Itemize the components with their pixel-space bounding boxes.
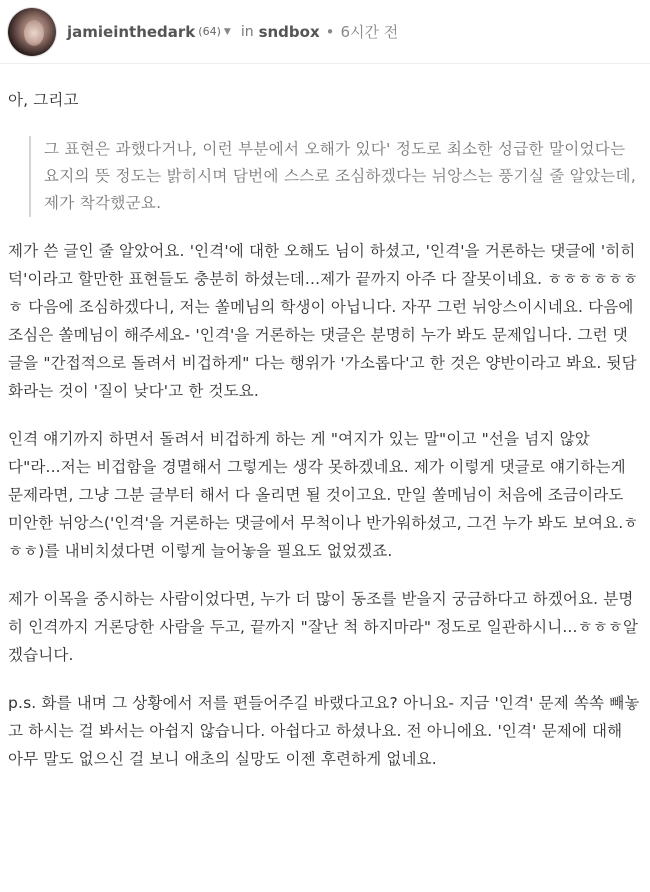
body-paragraph: p.s. 화를 내며 그 상황에서 저를 편들어주길 바랬다고요? 아니요- 지금 '인격' 문제 쏙쏙 빼놓고 하시는 걸 봐서는 아쉽지 않습니다. 아쉽다고 하셨나요. 전 아니에요. '인격' 문제에 대해 아무 말도 없으신 걸 보니 애초의 실망도 이젠 후련하게 없네요. [8,694,640,768]
post-header [0,0,650,64]
body-paragraph: 제가 이목을 중시하는 사람이었다면, 누가 더 많이 동조를 받을지 궁금하다고 하겠어요. 분명히 인격까지 거론당한 사람을 두고, 끝까지 "잘난 척 하지마라" 정도로 일관하시니...ㅎㅎㅎ알겠습니다. [8,590,639,664]
avatar[interactable] [8,8,56,56]
opening-line: 아, 그리고 [8,91,79,109]
post-timestamp[interactable]: 6시간 전 [340,23,399,41]
quote-block: 그 표현은 과했다거나, 이런 부분에서 오해가 있다' 정도로 최소한 성급한 말이었다는 요지의 뜻 정도는 밝히시며 담번에 스스로 조심하겠다는 뉘앙스는 풍기실 줄 알았는데, 제가 착각했군요. [29,136,640,217]
post-meta [67,21,398,42]
community-link[interactable]: sndbox [258,22,320,41]
body-paragraph: 인격 얘기까지 하면서 돌려서 비겁하게 하는 게 "여지가 있는 말"이고 "선을 넘지 않았다"라...저는 비겁함을 경멸해서 그렇게는 생각 못하겠네요. 제가 이렇게 댓글로 얘기하는게 문제라면, 그냥 그분 글부터 해서 다 올리면 될 것이고요. 만일 쏠메님이 처음에 조금이라도 미안한 뉘앙스('인격'을 거론하는 댓글에서 무척이나 반가워하셨고, 그건 누가 봐도 보여요.ㅎㅎㅎ)를 내비치셨다면 이렇게 늘어놓을 필요도 없었겠죠. [8,430,639,560]
separator-dot: • [325,22,335,41]
in-label: in [240,23,254,40]
reputation-badge: (64) [198,25,221,38]
chevron-down-icon[interactable]: ▼ [223,26,231,37]
author-link[interactable]: jamieinthedark [67,22,196,41]
body-paragraph: 제가 쓴 글인 줄 알았어요. '인격'에 대한 오해도 님이 하셨고, '인격'을 거론하는 댓글에 '히히덕'이라고 할만한 표현들도 충분히 하셨는데...제가 끝까지 아주 다 잘못이네요. ㅎㅎㅎㅎㅎㅎㅎ 다음에 조심하겠다니, 저는 쏠메님의 학생이 아닙니다. 자꾸 그런 뉘앙스이시네요. 다음에 조심은 쏠메님이 해주세요- '인격'을 거론하는 댓글은 분명히 누가 봐도 문제입니다. 그런 댓글을 "간접적으로 돌려서 비겁하게" 다는 행위가 '가소롭다'고 한 것은 양반이라고 봐요. 뒷담화라는 것이 '질이 낮다'고 한 것도요. [8,242,638,400]
post-body [0,64,650,773]
